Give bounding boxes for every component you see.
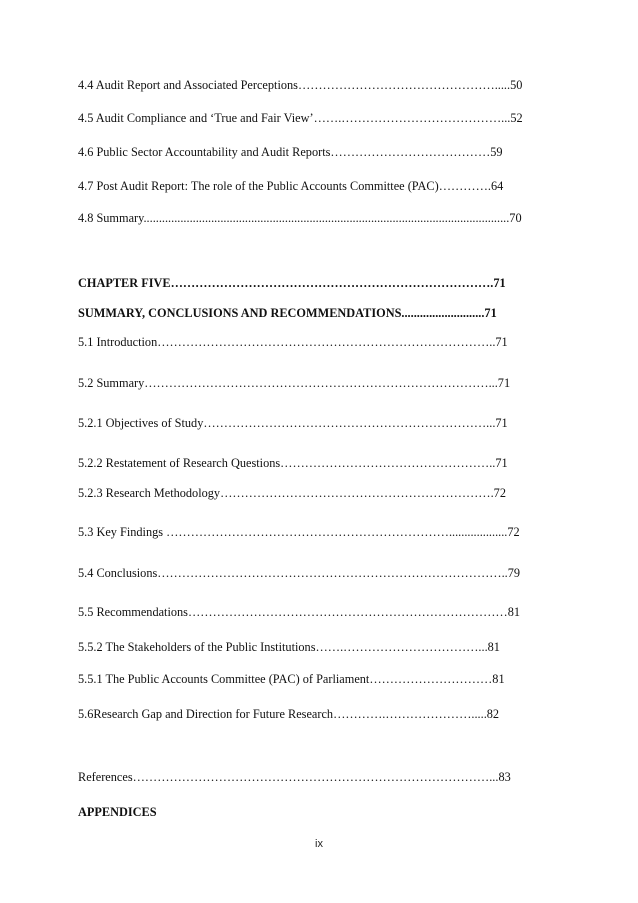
toc-chapter-five-heading: CHAPTER FIVE…………………………………………………………………….71 bbox=[78, 276, 506, 290]
toc-entry-4-6: 4.6 Public Sector Accountability and Audit Reports…………………………………59 bbox=[78, 145, 503, 159]
toc-entry-5-3: 5.3 Key Findings ……………………………………………………………...................72 bbox=[78, 525, 520, 539]
toc-entry-5-6: 5.6Research Gap and Direction for Future Research………….………………….....82 bbox=[78, 707, 500, 721]
toc-entry-5-2-2: 5.2.2 Restatement of Research Questions……………………………………………..71 bbox=[78, 456, 508, 470]
toc-entry-5-5-1: 5.5.1 The Public Accounts Committee (PAC) of Parliament…………………………81 bbox=[78, 672, 505, 686]
toc-entry-4-4: 4.4 Audit Report and Associated Perceptions………………………………………….....50 bbox=[78, 78, 523, 92]
toc-entry-4-8: 4.8 Summary.......................................................................................................................70 bbox=[78, 211, 522, 225]
toc-entry-references: References……………………………………………………………………………...83 bbox=[78, 770, 511, 784]
toc-entry-5-2: 5.2 Summary…………………………………………………………………………...71 bbox=[78, 376, 511, 390]
toc-entry-5-2-1: 5.2.1 Objectives of Study……………………………………………………………...71 bbox=[78, 416, 508, 430]
toc-entry-5-2-3: 5.2.3 Research Methodology………………………………………………………….72 bbox=[78, 486, 506, 500]
toc-entry-4-7: 4.7 Post Audit Report: The role of the Public Accounts Committee (PAC)………….64 bbox=[78, 179, 504, 193]
toc-entry-5-5: 5.5 Recommendations……………………………………………………………………81 bbox=[78, 605, 520, 619]
toc-chapter-five-title: SUMMARY, CONCLUSIONS AND RECOMMENDATIONS...........................71 bbox=[78, 306, 497, 320]
toc-entry-5-4: 5.4 Conclusions…………………………………………………………………………..79 bbox=[78, 566, 521, 580]
toc-entry-5-1: 5.1 Introduction………………………………………………………………………..71 bbox=[78, 335, 508, 349]
page-number: ix bbox=[315, 838, 323, 850]
toc-entry-4-5: 4.5 Audit Compliance and ‘True and Fair View’…….…………………………………...52 bbox=[78, 111, 523, 125]
toc-entry-5-5-2: 5.5.2 The Stakeholders of the Public Institutions…….……………………………...81 bbox=[78, 640, 500, 654]
toc-appendices-heading: APPENDICES bbox=[78, 805, 157, 819]
